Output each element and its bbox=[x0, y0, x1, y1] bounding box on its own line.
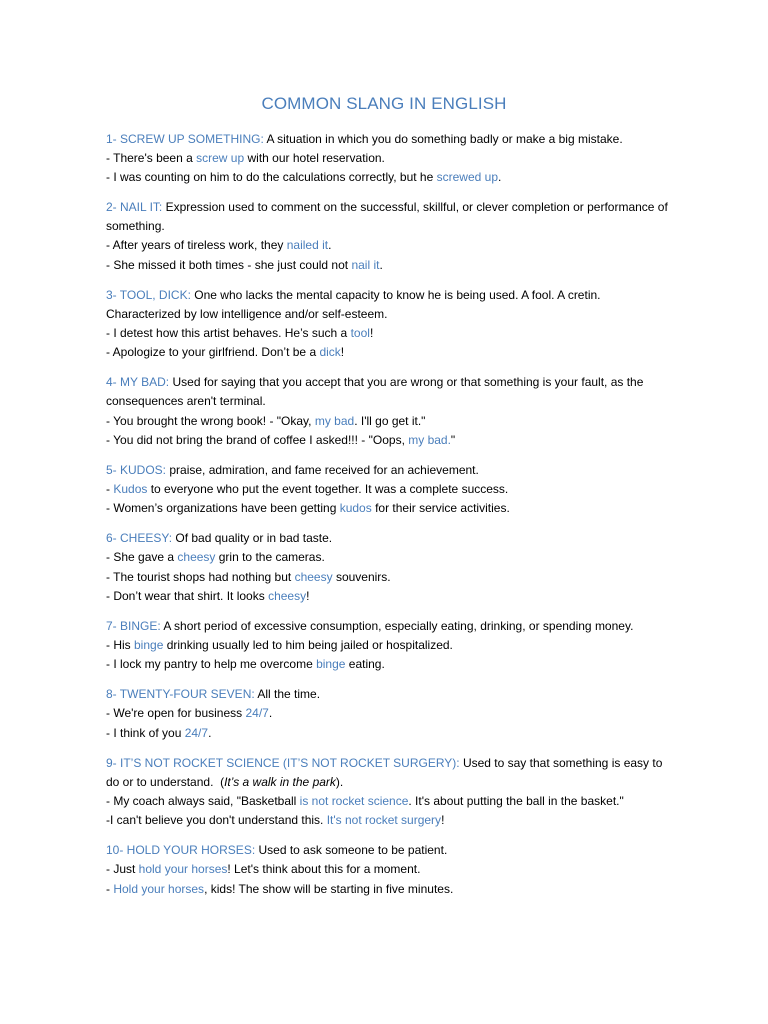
example-sentence bbox=[106, 412, 676, 431]
text-segment: - I was counting on him to do the calculations correctly, but he bbox=[106, 169, 437, 184]
entry-definition bbox=[106, 529, 676, 548]
text-segment: - I lock my pantry to help me overcome bbox=[106, 657, 317, 672]
slang-entry bbox=[106, 373, 676, 450]
text-segment: Expression used to comment on the successful, skillful, or clever completion or performance of something. bbox=[106, 199, 672, 234]
slang-highlight: cheesy bbox=[268, 588, 307, 603]
text-segment: ! bbox=[369, 325, 374, 340]
entry-definition bbox=[106, 198, 676, 236]
slang-term: 4- MY BAD: bbox=[106, 375, 170, 390]
example-sentence bbox=[106, 811, 676, 830]
text-segment: - You did not bring the brand of coffee I asked!!! - "Oops, bbox=[106, 432, 409, 447]
slang-highlight: nailed it bbox=[286, 238, 329, 253]
entry-definition bbox=[106, 617, 676, 636]
text-segment: All the time. bbox=[254, 687, 321, 702]
text-segment: . bbox=[498, 169, 502, 184]
text-segment: - You brought the wrong book! - "Okay, bbox=[106, 413, 315, 428]
slang-term: 1- SCREW UP SOMETHING: bbox=[106, 131, 264, 146]
text-segment: - Just bbox=[106, 862, 139, 877]
slang-highlight: my bad bbox=[314, 413, 355, 428]
example-sentence bbox=[106, 499, 676, 518]
slang-highlight: cheesy bbox=[177, 550, 216, 565]
example-sentence bbox=[106, 480, 676, 499]
slang-term: 9- IT’S NOT ROCKET SCIENCE (IT’S NOT ROCKET SURGERY): bbox=[106, 755, 460, 770]
text-segment: -I can't believe you don't understand this. bbox=[106, 813, 327, 828]
entry-definition bbox=[106, 685, 676, 704]
slang-entry bbox=[106, 685, 676, 743]
italic-note: It’s a walk in the park bbox=[224, 774, 336, 789]
example-sentence bbox=[106, 149, 676, 168]
slang-highlight: is not rocket science bbox=[299, 793, 409, 808]
text-segment: ! bbox=[441, 813, 445, 828]
slang-highlight: 24/7 bbox=[245, 706, 269, 721]
slang-term: 2- NAIL IT: bbox=[106, 199, 163, 214]
text-segment: Used for saying that you accept that you are wrong or that something is your fault, as the consequences aren't terminal. bbox=[106, 375, 647, 409]
slang-highlight: dick bbox=[319, 345, 341, 360]
example-sentence bbox=[106, 324, 676, 343]
slang-highlight: tool bbox=[350, 325, 370, 340]
text-segment: One who lacks the mental capacity to know he is being used. A fool. A cretin. Characterized by low intelligence and/or self-esteem. bbox=[106, 287, 604, 321]
slang-entry bbox=[106, 286, 676, 363]
slang-highlight: It's not rocket surgery bbox=[326, 813, 442, 828]
text-segment: - bbox=[106, 481, 114, 496]
slang-term: 8- TWENTY-FOUR SEVEN: bbox=[106, 687, 255, 702]
text-segment: - After years of tireless work, they bbox=[106, 238, 287, 253]
text-segment: . I'll go get it." bbox=[354, 413, 426, 428]
example-sentence bbox=[106, 431, 676, 450]
text-segment: ! Let's think about this for a moment. bbox=[227, 862, 421, 877]
example-sentence bbox=[106, 704, 676, 723]
slang-entry bbox=[106, 130, 676, 188]
slang-highlight: Hold your horses bbox=[113, 881, 205, 896]
entry-definition bbox=[106, 286, 676, 324]
text-segment: . bbox=[268, 706, 273, 721]
example-sentence bbox=[106, 548, 676, 567]
text-segment: - There's been a bbox=[106, 150, 197, 165]
text-segment: to everyone who put the event together. It was a complete success. bbox=[147, 481, 509, 496]
slang-term: 6- CHEESY: bbox=[106, 531, 173, 546]
slang-term: 5- KUDOS: bbox=[106, 462, 167, 477]
document-title: COMMON SLANG IN ENGLISH bbox=[261, 94, 507, 113]
example-sentence bbox=[106, 724, 676, 743]
slang-highlight: 24/7 bbox=[184, 725, 209, 740]
text-segment: - I think of you bbox=[106, 725, 185, 740]
slang-highlight: cheesy bbox=[294, 569, 333, 584]
text-segment: . bbox=[328, 238, 332, 253]
entry-definition bbox=[106, 841, 676, 860]
slang-highlight: binge bbox=[316, 657, 346, 672]
slang-highlight: screwed up bbox=[436, 169, 498, 184]
slang-highlight: kudos bbox=[339, 501, 372, 516]
slang-highlight: my bad. bbox=[408, 432, 451, 447]
text-segment: - Apologize to your girlfriend. Don’t be a bbox=[106, 345, 320, 360]
example-sentence bbox=[106, 792, 676, 811]
slang-term: 7- BINGE: bbox=[106, 618, 161, 633]
slang-entry bbox=[106, 529, 676, 606]
text-segment: praise, admiration, and fame received for an achievement. bbox=[166, 462, 479, 477]
example-sentence bbox=[106, 168, 676, 187]
example-sentence bbox=[106, 568, 676, 587]
text-segment: . bbox=[379, 257, 383, 272]
text-segment: eating. bbox=[345, 657, 385, 672]
example-sentence bbox=[106, 860, 676, 879]
example-sentence bbox=[106, 636, 676, 655]
text-segment: drinking usually led to him being jailed or hospitalized. bbox=[163, 637, 453, 652]
example-sentence bbox=[106, 236, 676, 255]
slang-term: 10- HOLD YOUR HORSES: bbox=[106, 843, 256, 858]
text-segment: - She missed it both times - she just could not bbox=[106, 257, 352, 272]
text-segment: grin to the cameras. bbox=[215, 550, 325, 565]
text-segment: - She gave a bbox=[106, 550, 178, 565]
text-segment: " bbox=[450, 432, 456, 447]
text-segment: souvenirs. bbox=[332, 569, 391, 584]
text-segment: ! bbox=[306, 588, 310, 603]
entry-definition bbox=[106, 461, 676, 480]
text-segment: Used to ask someone to be patient. bbox=[255, 843, 448, 858]
slang-entry bbox=[106, 754, 676, 831]
example-sentence bbox=[106, 655, 676, 674]
slang-term: 3- TOOL, DICK: bbox=[106, 287, 191, 302]
slang-list bbox=[106, 130, 676, 910]
text-segment: - Don’t wear that shirt. It looks bbox=[106, 588, 269, 603]
text-segment: ! bbox=[340, 345, 345, 360]
text-segment: for their service activities. bbox=[371, 501, 510, 516]
text-segment: , kids! The show will be starting in five minutes. bbox=[204, 881, 454, 896]
slang-entry bbox=[106, 841, 676, 899]
text-segment: . It's about putting the ball in the basket." bbox=[408, 793, 624, 808]
text-segment: with our hotel reservation. bbox=[244, 150, 385, 165]
slang-highlight: nail it bbox=[351, 257, 380, 272]
slang-highlight: hold your horses bbox=[138, 862, 228, 877]
text-segment: - My coach always said, "Basketball bbox=[106, 793, 300, 808]
entry-definition bbox=[106, 754, 676, 792]
slang-entry bbox=[106, 198, 676, 275]
text-segment: Of bad quality or in bad taste. bbox=[172, 531, 333, 546]
text-segment: . bbox=[208, 725, 212, 740]
text-segment: - We're open for business bbox=[106, 706, 246, 721]
slang-highlight: screw up bbox=[196, 150, 245, 165]
slang-highlight: Kudos bbox=[113, 481, 148, 496]
example-sentence bbox=[106, 587, 676, 606]
text-segment: - The tourist shops had nothing but bbox=[106, 569, 295, 584]
entry-definition bbox=[106, 130, 676, 149]
text-segment: A short period of excessive consumption, especially eating, drinking, or spending money. bbox=[160, 618, 634, 633]
example-sentence bbox=[106, 256, 676, 275]
text-segment: - I detest how this artist behaves. He’s such a bbox=[106, 325, 351, 340]
text-segment: - Women’s organizations have been getting bbox=[106, 501, 340, 516]
text-segment: - His bbox=[106, 637, 134, 652]
text-segment: A situation in which you do something badly or make a big mistake. bbox=[263, 131, 623, 146]
text-segment: - bbox=[106, 881, 114, 896]
example-sentence bbox=[106, 880, 676, 899]
example-sentence bbox=[106, 343, 676, 362]
slang-entry bbox=[106, 461, 676, 519]
slang-highlight: binge bbox=[134, 637, 164, 652]
text-segment: Used to say that something is easy to do or to understand. ( bbox=[106, 755, 666, 789]
slang-entry bbox=[106, 617, 676, 675]
entry-definition bbox=[106, 373, 676, 411]
text-segment: ). bbox=[335, 774, 344, 789]
